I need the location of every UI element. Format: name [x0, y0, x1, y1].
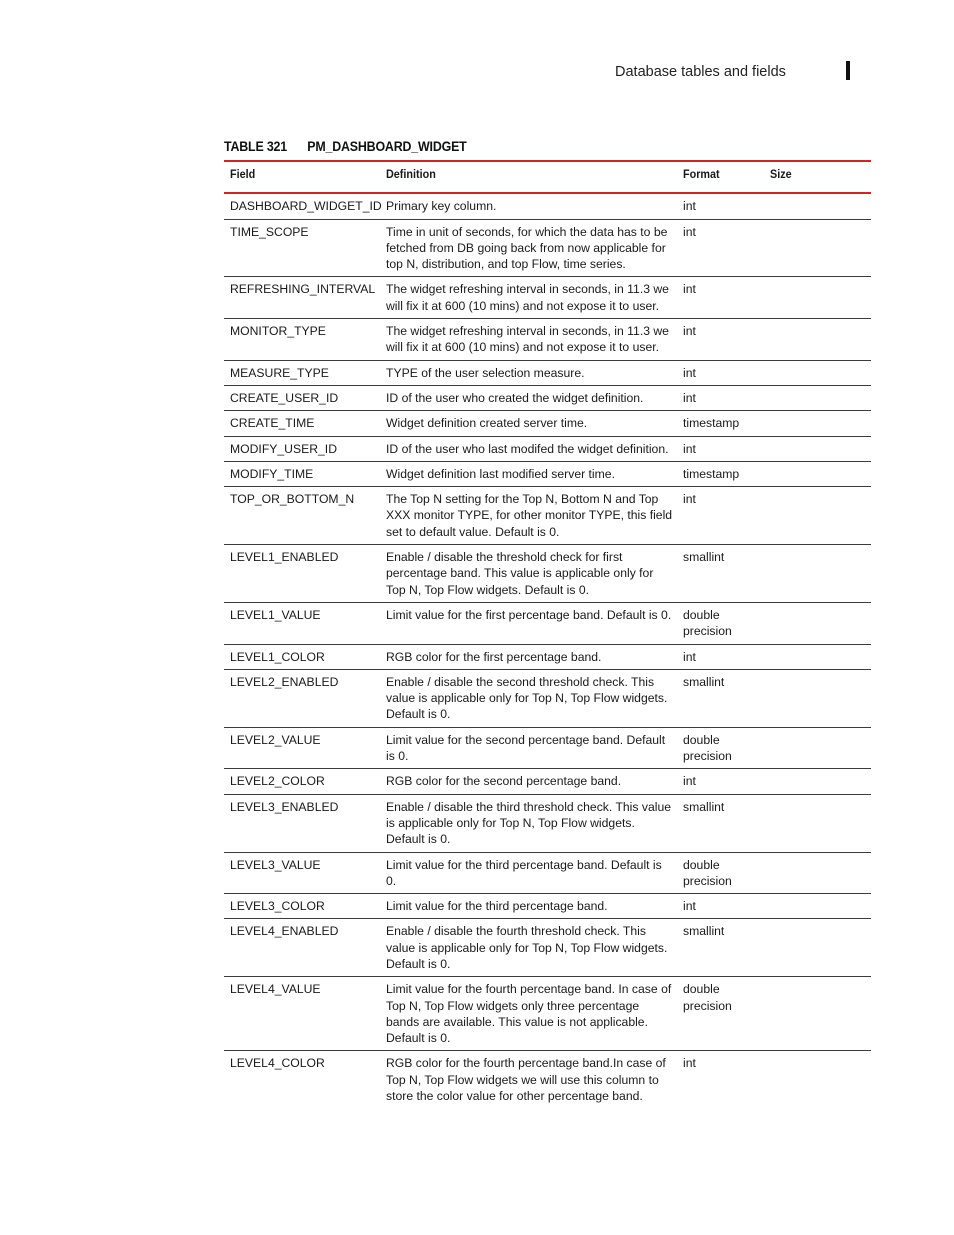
format-cell: int [683, 899, 696, 914]
format-cell: int [683, 492, 696, 507]
field-cell: LEVEL1_VALUE [230, 607, 321, 622]
field-cell: LEVEL2_COLOR [230, 774, 325, 789]
definition-cell: Limit value for the second percentage band. Default is 0. [386, 732, 666, 764]
table-name: PM_DASHBOARD_WIDGET [307, 139, 467, 154]
field-cell: LEVEL4_VALUE [230, 982, 321, 997]
field-cell: LEVEL3_ENABLED [230, 799, 339, 814]
table-row [224, 411, 871, 436]
definition-cell: Enable / disable the threshold check for first percentage band. This value is applicable only for Top N, Top Flow widgets. Default is 0. [386, 550, 654, 597]
table-row [224, 669, 871, 727]
format-cell: int [683, 199, 696, 214]
column-header-field: Field [230, 167, 256, 181]
size-cell [764, 894, 871, 919]
size-cell [764, 669, 871, 727]
header-marker-bar [846, 61, 850, 80]
definition-cell: The Top N setting for the Top N, Bottom N and Top XXX monitor TYPE, for other monitor TYPE, this field set to default value. Default is 0. [386, 492, 673, 539]
definition-cell: Time in unit of seconds, for which the data has to be fetched from DB going back from now applicable for top N, distribution, and top Flow, time series. [386, 224, 668, 272]
format-cell: double precision [683, 732, 732, 764]
table-row [224, 977, 871, 1051]
definition-cell: Limit value for the first percentage band. Default is 0. [386, 607, 672, 622]
format-cell: int [683, 774, 696, 789]
format-cell: smallint [683, 550, 725, 565]
field-cell: MONITOR_TYPE [230, 324, 326, 339]
field-cell: LEVEL1_ENABLED [230, 550, 339, 565]
size-cell [764, 727, 871, 769]
definition-cell: The widget refreshing interval in seconds, in 11.3 we will fix it at 600 (10 mins) and not expose it to user. [386, 324, 669, 355]
format-cell: double precision [683, 607, 732, 639]
size-cell [764, 193, 871, 219]
definition-cell: ID of the user who created the widget definition. [386, 390, 644, 405]
column-header-size: Size [770, 167, 792, 181]
table-row [224, 644, 871, 669]
definition-cell: Limit value for the third percentage band. Default is 0. [386, 857, 662, 888]
table-row [224, 487, 871, 545]
field-cell: MODIFY_USER_ID [230, 441, 337, 456]
field-cell: CREATE_USER_ID [230, 390, 339, 405]
table-row [224, 319, 871, 361]
format-cell: timestamp [683, 466, 740, 481]
definition-cell: TYPE of the user selection measure. [386, 365, 585, 380]
format-cell: int [683, 365, 696, 380]
table-row [224, 436, 871, 461]
definition-cell: Enable / disable the third threshold check. This value is applicable only for Top N, Top Flow widgets. Default is 0. [386, 799, 671, 847]
format-cell: double precision [683, 857, 732, 888]
format-cell: int [683, 390, 696, 405]
table-row [224, 461, 871, 486]
table-row [224, 219, 871, 277]
field-cell: LEVEL4_ENABLED [230, 924, 339, 939]
column-header-definition: Definition [386, 167, 436, 181]
size-cell [764, 277, 871, 319]
table-row [224, 385, 871, 410]
table-row [224, 852, 871, 894]
format-cell: int [683, 224, 696, 239]
field-cell: DASHBOARD_WIDGET_ID [230, 199, 382, 214]
table-row [224, 919, 871, 977]
size-cell [764, 385, 871, 410]
column-header-format: Format [683, 167, 720, 181]
field-cell: CREATE_TIME [230, 416, 315, 431]
size-cell [764, 319, 871, 361]
field-cell: TIME_SCOPE [230, 224, 309, 239]
field-cell: LEVEL4_COLOR [230, 1056, 325, 1071]
definition-cell: Limit value for the third percentage band. [386, 899, 608, 914]
table-row [224, 360, 871, 385]
definition-cell: Widget definition created server time. [386, 416, 588, 431]
field-cell: MODIFY_TIME [230, 466, 314, 481]
size-cell [764, 461, 871, 486]
size-cell [764, 411, 871, 436]
format-cell: smallint [683, 674, 725, 689]
pm-dashboard-widget-table [224, 160, 871, 1108]
size-cell [764, 487, 871, 545]
table-row [224, 193, 871, 219]
definition-cell: Widget definition last modified server time. [386, 466, 615, 481]
size-cell [764, 1051, 871, 1108]
field-cell: MEASURE_TYPE [230, 365, 329, 380]
running-header: Database tables and fields [615, 64, 786, 80]
table-row [224, 545, 871, 603]
format-cell: timestamp [683, 416, 740, 431]
size-cell [764, 360, 871, 385]
size-cell [764, 644, 871, 669]
table-number: TABLE 321 [224, 139, 287, 154]
format-cell: smallint [683, 799, 725, 814]
field-cell: REFRESHING_INTERVAL [230, 282, 376, 297]
size-cell [764, 769, 871, 794]
field-cell: LEVEL1_COLOR [230, 649, 325, 664]
definition-cell: RGB color for the first percentage band. [386, 649, 602, 664]
format-cell: int [683, 649, 696, 664]
field-cell: LEVEL3_COLOR [230, 899, 325, 914]
definition-cell: Enable / disable the fourth threshold check. This value is applicable only for Top N, Top Flow widgets. Default is 0. [386, 924, 668, 971]
table-row [224, 794, 871, 852]
format-cell: int [683, 1056, 696, 1071]
definition-cell: Limit value for the fourth percentage band. In case of Top N, Top Flow widgets only three percentage bands are available. This value is not applicable. Default is 0. [386, 982, 672, 1046]
size-cell [764, 852, 871, 894]
table-row [224, 1051, 871, 1108]
table-caption [224, 139, 467, 154]
field-cell: LEVEL2_ENABLED [230, 674, 339, 689]
table-row [224, 277, 871, 319]
table-header-row [224, 161, 871, 193]
field-cell: LEVEL2_VALUE [230, 732, 321, 747]
field-cell: TOP_OR_BOTTOM_N [230, 492, 355, 507]
format-cell: double precision [683, 982, 732, 1013]
definition-cell: RGB color for the fourth percentage band.In case of Top N, Top Flow widgets we will use this column to store the color value for other percentage band. [386, 1056, 666, 1104]
format-cell: int [683, 282, 696, 297]
table-body [224, 193, 871, 1108]
size-cell [764, 602, 871, 644]
format-cell: int [683, 441, 696, 456]
table-row [224, 602, 871, 644]
size-cell [764, 794, 871, 852]
size-cell [764, 545, 871, 603]
size-cell [764, 977, 871, 1051]
format-cell: smallint [683, 924, 725, 939]
format-cell: int [683, 324, 696, 339]
field-cell: LEVEL3_VALUE [230, 857, 321, 872]
size-cell [764, 919, 871, 977]
definition-cell: RGB color for the second percentage band. [386, 774, 622, 789]
table-row [224, 769, 871, 794]
definition-cell: ID of the user who last modifed the widget definition. [386, 441, 669, 456]
size-cell [764, 436, 871, 461]
table-row [224, 727, 871, 769]
table-row [224, 894, 871, 919]
definition-cell: Enable / disable the second threshold check. This value is applicable only for Top N, Top Flow widgets. Default is 0. [386, 674, 668, 722]
size-cell [764, 219, 871, 277]
definition-cell: Primary key column. [386, 199, 497, 214]
definition-cell: The widget refreshing interval in seconds, in 11.3 we will fix it at 600 (10 mins) and not expose it to user. [386, 282, 669, 313]
